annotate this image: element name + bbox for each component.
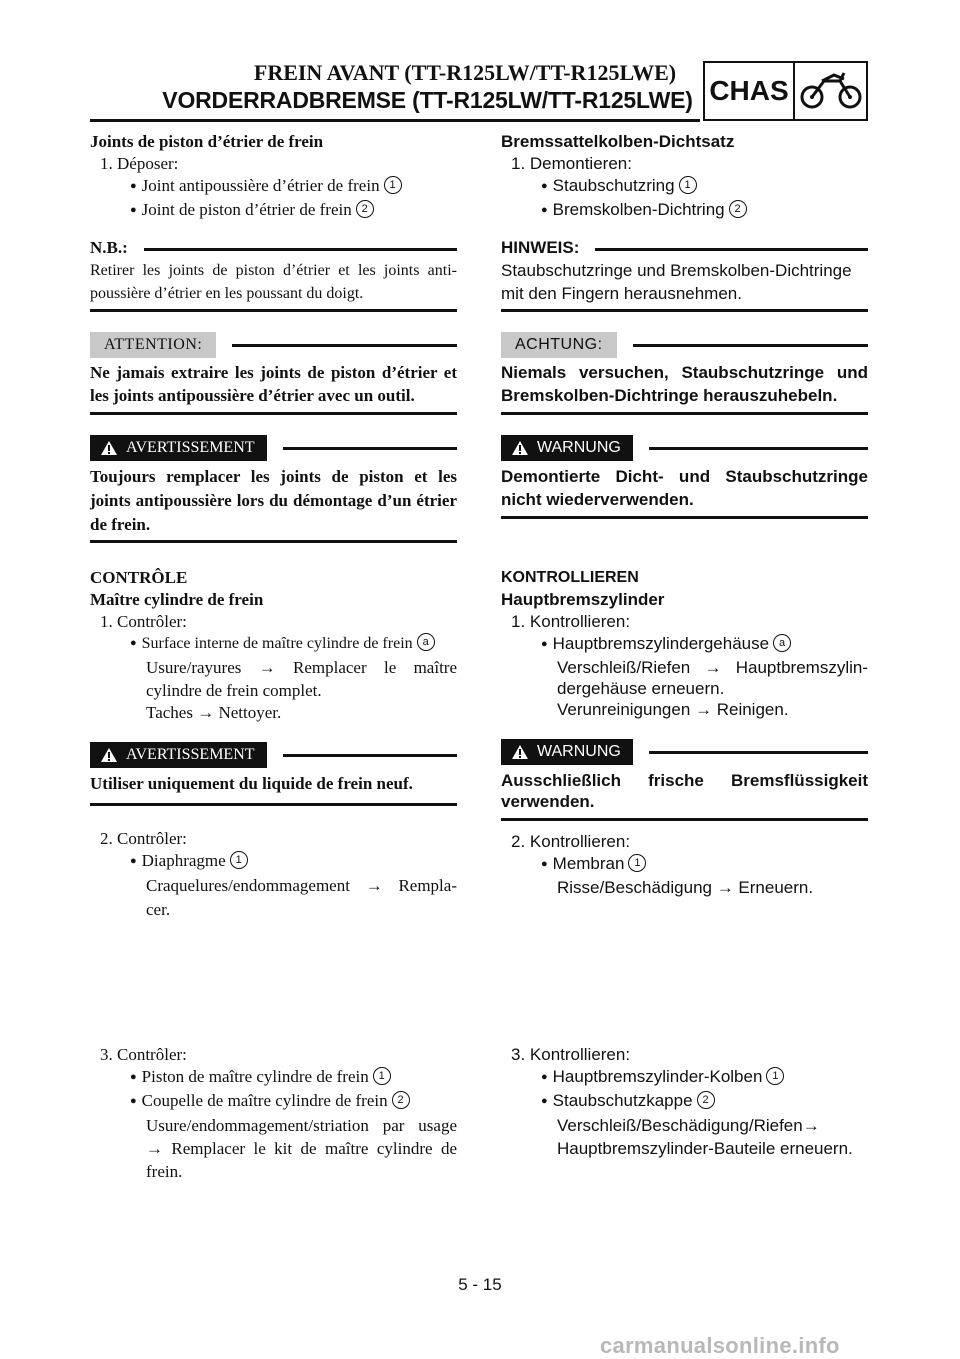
item-detail: Usure/rayures → Remplacer le maître cylindre de frein complet. (146, 658, 457, 700)
divider (90, 540, 457, 543)
list-item (501, 1090, 868, 1114)
item-text: Surface interne de maître cylindre de frein (141, 635, 413, 652)
warning-header (90, 435, 457, 461)
attention-header (90, 332, 457, 358)
list-item (90, 1090, 457, 1114)
item-detail: Risse/Beschädigung → Erneuern. (557, 878, 814, 897)
warning-icon (100, 440, 118, 456)
callout-1: 1 (766, 1067, 784, 1085)
attention-label: ACHTUNG: (501, 332, 617, 358)
divider (501, 516, 868, 519)
item-detail: Craquelures/endommagement → Rempla-cer. (146, 876, 457, 919)
warning-icon (100, 747, 118, 763)
warning-badge (501, 435, 633, 461)
item-detail: Verschleiß/Beschädigung/Riefen→ Hauptbremszylinder-Bauteile erneuern. (557, 1116, 853, 1158)
step: 1. Contrôler: (100, 612, 187, 631)
item-text: Bremskolben-Dichtring (552, 200, 725, 219)
callout-1: 1 (628, 854, 646, 872)
page-title-de: VORDERRADBREMSE (TT-R125LW/TT-R125LWE) (162, 87, 693, 113)
step: 2. Kontrollieren: (511, 832, 631, 851)
heading: CONTRÔLE (90, 568, 188, 587)
step: 1. Kontrollieren: (511, 612, 631, 631)
note-text: Staubschutzringe und Bremskolben-Dichtringe mit den Fingern herausnehmen. (501, 261, 852, 303)
attention-label: ATTENTION: (90, 332, 216, 358)
header-rule (90, 119, 700, 122)
item-detail: Verschleiß/Riefen → Hauptbremszylin-dergehäuse erneuern. (557, 658, 868, 698)
item-detail: Usure/endommagement/striation par usage → Remplacer le kit de maître cylindre de frein. (146, 1116, 457, 1181)
step: 3. Contrôler: (100, 1045, 187, 1064)
warning-label: WARNUNG (537, 743, 621, 760)
callout-a: a (773, 634, 791, 652)
warning-header (90, 742, 457, 768)
step: 2. Contrôler: (100, 829, 187, 848)
warning-header (501, 739, 868, 765)
callout-1: 1 (384, 176, 402, 194)
column-de-step3 (501, 1044, 868, 1160)
item-text: Diaphragme (141, 851, 226, 870)
note-text: Retirer les joints de piston d’étrier et les joints anti-poussière d’étrier en les poussant du doigt. (90, 262, 457, 302)
note-header (501, 237, 868, 259)
item-text: Piston de maître cylindre de frein (141, 1067, 369, 1086)
callout-1: 1 (373, 1067, 391, 1085)
item-text: Staubschutzkappe (552, 1091, 693, 1110)
attention-text: Ne jamais extraire les joints de piston d’étrier et les joints antipoussière d’étrier avec un outil. (90, 363, 457, 405)
warning-text: Toujours remplacer les joints de piston et les joints antipoussière lors du démontage d’un étrier de frein. (90, 467, 457, 534)
warning-icon (511, 744, 529, 760)
list-item (501, 175, 868, 199)
attention-text: Niemals versuchen, Staubschutzringe und Bremskolben-Dichtringe herauszuhebeln. (501, 363, 868, 405)
callout-2: 2 (729, 200, 747, 218)
callout-a: a (417, 633, 435, 651)
section-code: CHAS (705, 63, 795, 119)
heading: Bremssattelkolben-Dichtsatz (501, 132, 735, 151)
callout-1: 1 (230, 851, 248, 869)
subheading: Hauptbremszylinder (501, 590, 665, 609)
step: 3. Kontrollieren: (511, 1045, 631, 1064)
column-de (501, 131, 868, 519)
column-fr-step3 (90, 1044, 457, 1183)
note-header (90, 237, 457, 259)
section-badge (703, 61, 868, 121)
page-title-fr: FREIN AVANT (TT-R125LW/TT-R125LWE) (253, 60, 677, 85)
callout-1: 1 (679, 176, 697, 194)
list-item (90, 199, 457, 223)
item-text: Staubschutzring (552, 176, 675, 195)
heading: KONTROLLIEREN (501, 569, 639, 586)
motorcycle-icon (795, 63, 866, 119)
warning-text: Ausschließlich frische Bremsflüssigkeit verwenden. (501, 771, 868, 811)
warning-icon (511, 440, 529, 456)
item-text: Coupelle de maître cylindre de frein (141, 1091, 388, 1110)
column-de-control (501, 567, 868, 899)
item-text: Membran (552, 854, 625, 873)
watermark: carmanualsonline.info (600, 1333, 840, 1358)
list-item (501, 1066, 868, 1090)
heading: Joints de piston d’étrier de frein (90, 132, 324, 151)
warning-badge (90, 742, 267, 768)
step: 1. Demontieren: (511, 154, 632, 173)
warning-label: WARNUNG (537, 439, 621, 456)
list-item (90, 633, 457, 656)
page-number: 5 - 15 (458, 1275, 502, 1294)
warning-text: Demontierte Dicht- und Staubschutzringe nicht wiederverwenden. (501, 467, 868, 509)
note-label: N.B.: (90, 238, 128, 257)
item-text: Hauptbremszylindergehäuse (552, 634, 770, 653)
warning-text: Utiliser uniquement du liquide de frein neuf. (90, 774, 413, 793)
list-item (90, 850, 457, 874)
item-text: Hauptbremszylinder-Kolben (552, 1067, 763, 1086)
item-detail: Verunreinigungen → Reinigen. (557, 700, 789, 719)
column-fr-control (90, 567, 457, 922)
warning-badge (90, 435, 267, 461)
warning-label: AVERTISSEMENT (126, 746, 255, 763)
item-detail: Taches → Nettoyer. (146, 703, 282, 722)
warning-label: AVERTISSEMENT (126, 439, 255, 456)
warning-badge (501, 739, 633, 765)
attention-header (501, 332, 868, 358)
list-item (90, 1066, 457, 1090)
step: 1. Déposer: (100, 154, 179, 173)
subheading: Maître cylindre de frein (90, 590, 264, 609)
callout-2: 2 (697, 1091, 715, 1109)
item-text: Joint antipoussière d’étrier de frein (141, 176, 380, 195)
callout-2: 2 (392, 1091, 410, 1109)
column-fr (90, 131, 457, 543)
list-item (501, 853, 868, 877)
list-item (501, 199, 868, 223)
list-item (90, 175, 457, 199)
item-text: Joint de piston d’étrier de frein (141, 200, 352, 219)
warning-header (501, 435, 868, 461)
callout-2: 2 (356, 200, 374, 218)
note-label: HINWEIS: (501, 238, 580, 257)
list-item (501, 633, 868, 657)
